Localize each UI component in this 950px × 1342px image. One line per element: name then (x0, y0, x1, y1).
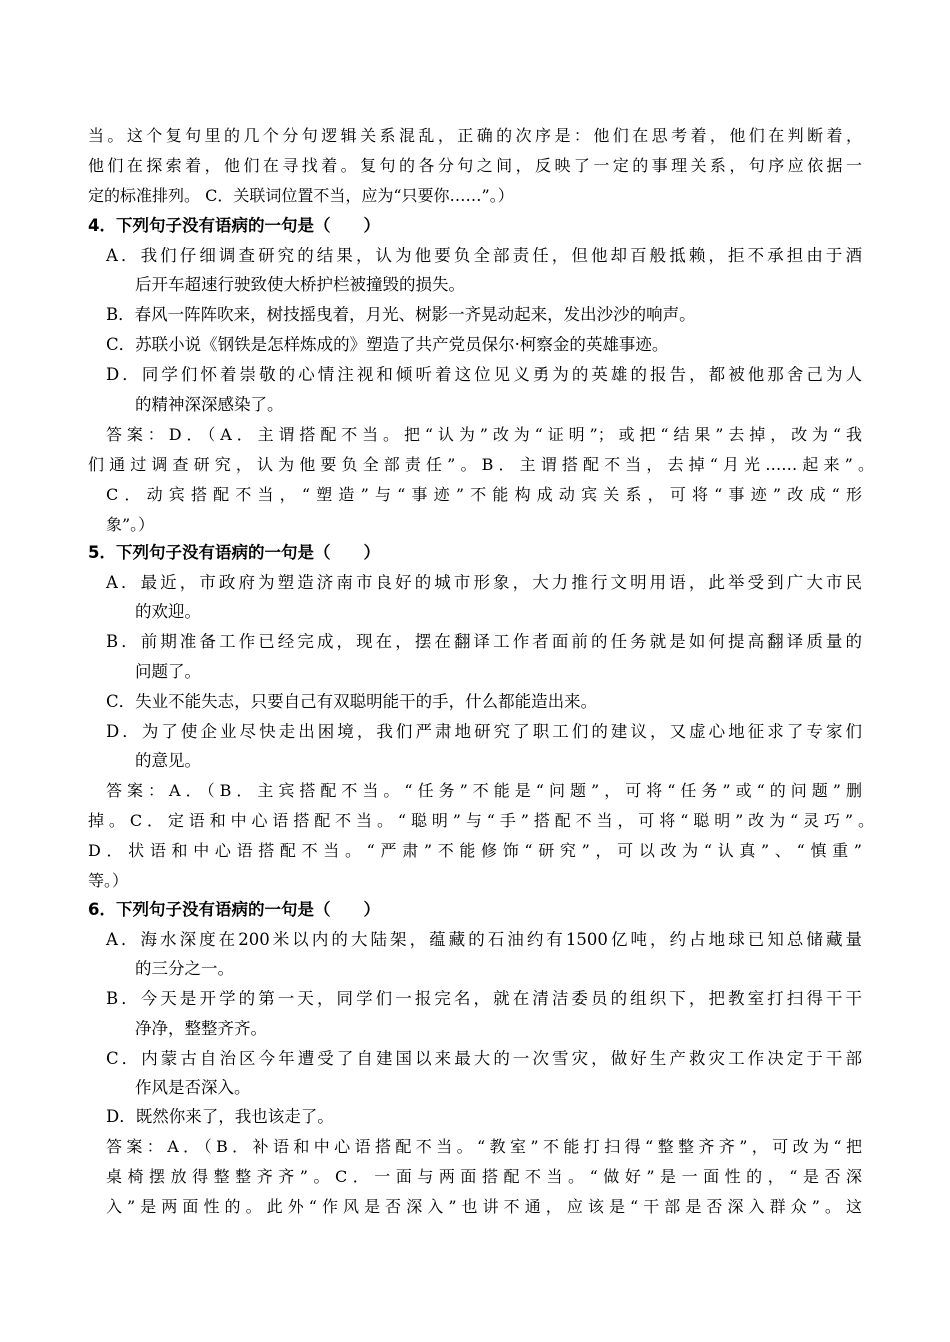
answer-5: 答案：A．（B．主宾搭配不当。“任务”不能是“问题”，可将“任务”或“的问题”删 (106, 781, 862, 800)
option-c: C．内蒙古自治区今年遭受了自建国以来最大的一次雪灾，做好生产救灾工作决定于干部 (106, 1049, 862, 1068)
answer-5-cont: 等。） (88, 871, 129, 890)
answer-text-line: 定的标准排列。 C．关联词位置不当，应为“只要你……”。） (88, 186, 514, 205)
option-b: B．前期准备工作已经完成，现在，摆在翻译工作者面前的任务就是如何提高翻译质量的 (106, 632, 862, 651)
option-b: B．春风一阵阵吹来，树技摇曳着，月光、树影一齐晃动起来，发出沙沙的响声。 (106, 305, 696, 324)
answer-5-cont: D．状语和中心语搭配不当。“严肃”不能修饰“研究”，可以改为“认真”、“慎重” (88, 841, 862, 860)
answer-4: 答案：D．（A．主谓搭配不当。把“认为”改为“证明”；或把“结果”去掉，改为“我 (106, 425, 862, 444)
option-c: C．失业不能失志，只要自己有双聪明能干的手，什么都能造出来。 (106, 692, 598, 711)
answer-6: 答案：A．（B．补语和中心语搭配不当。“教室”不能打扫得“整整齐齐”，可改为“把 (106, 1137, 862, 1156)
answer-5-cont: 掉。C．定语和中心语搭配不当。“聪明”与“手”搭配不当，可将“聪明”改为“灵巧”。 (88, 811, 874, 830)
option-b-cont: 净净，整整齐齐。 (135, 1019, 267, 1038)
option-c-cont: 作风是否深入。 (135, 1078, 251, 1097)
option-d-cont: 的精神深深感染了。 (135, 395, 284, 414)
option-c: C．苏联小说《钢铁是怎样炼成的》塑造了共产党员保尔·柯察金的英雄事迹。 (106, 335, 669, 354)
option-d: D．同学们怀着崇敬的心情注视和倾听着这位见义勇为的英雄的报告，都被他那舍己为人 (106, 365, 862, 384)
option-a-cont: 的欢迎。 (135, 602, 201, 621)
answer-4-cont: C．动宾搭配不当，“塑造”与“事迹”不能构成动宾关系，可将“事迹”改成“形 (106, 485, 862, 504)
answer-text-line: 他们在探索着，他们在寻找着。复句的各分句之间，反映了一定的事理关系，句序应依据一 (88, 156, 862, 175)
answer-4-cont: 象”。） (106, 515, 155, 534)
answer-6-cont: 桌椅摆放得整整齐齐”。C．一面与两面搭配不当。“做好”是一面性的，“是否深 (106, 1167, 862, 1186)
option-d: D．为了使企业尽快走出困境，我们严肃地研究了职工们的建议，又虚心地征求了专家们 (106, 722, 862, 741)
question-6-title: 6．下列句子没有语病的一句是（ ） (88, 900, 380, 919)
question-4-title: 4．下列句子没有语病的一句是（ ） (88, 216, 380, 235)
answer-text-line: 当。这个复句里的几个分句逻辑关系混乱，正确的次序是：他们在思考着，他们在判断着， (88, 126, 862, 145)
option-a: A．最近，市政府为塑造济南市良好的城市形象，大力推行文明用语，此举受到广大市民 (106, 573, 862, 592)
option-d-cont: 的意见。 (135, 751, 201, 770)
option-a: A．我们仔细调查研究的结果，认为他要负全部责任，但他却百般抵赖，拒不承担由于酒 (106, 246, 862, 265)
option-a-cont: 的三分之一。 (135, 959, 234, 978)
answer-6-cont: 入”是两面性的。此外“作风是否深入”也讲不通，应该是“干部是否深入群众”。这 (106, 1197, 862, 1216)
option-b-cont: 问题了。 (135, 662, 201, 681)
question-5-title: 5．下列句子没有语病的一句是（ ） (88, 543, 380, 562)
option-a-cont: 后开车超速行驶致使大桥护栏被撞毁的损失。 (135, 275, 465, 294)
option-a: A．海水深度在200米以内的大陆架，蕴藏的石油约有1500亿吨，约占地球已知总储藏量 (106, 930, 862, 949)
option-d: D．既然你来了，我也该走了。 (106, 1107, 334, 1126)
option-b: B．今天是开学的第一天，同学们一报完名，就在清洁委员的组织下，把教室打扫得干干 (106, 989, 862, 1008)
answer-4-cont: 们通过调查研究，认为他要负全部责任”。B．主谓搭配不当，去掉“月光……起来”。 (88, 455, 874, 474)
